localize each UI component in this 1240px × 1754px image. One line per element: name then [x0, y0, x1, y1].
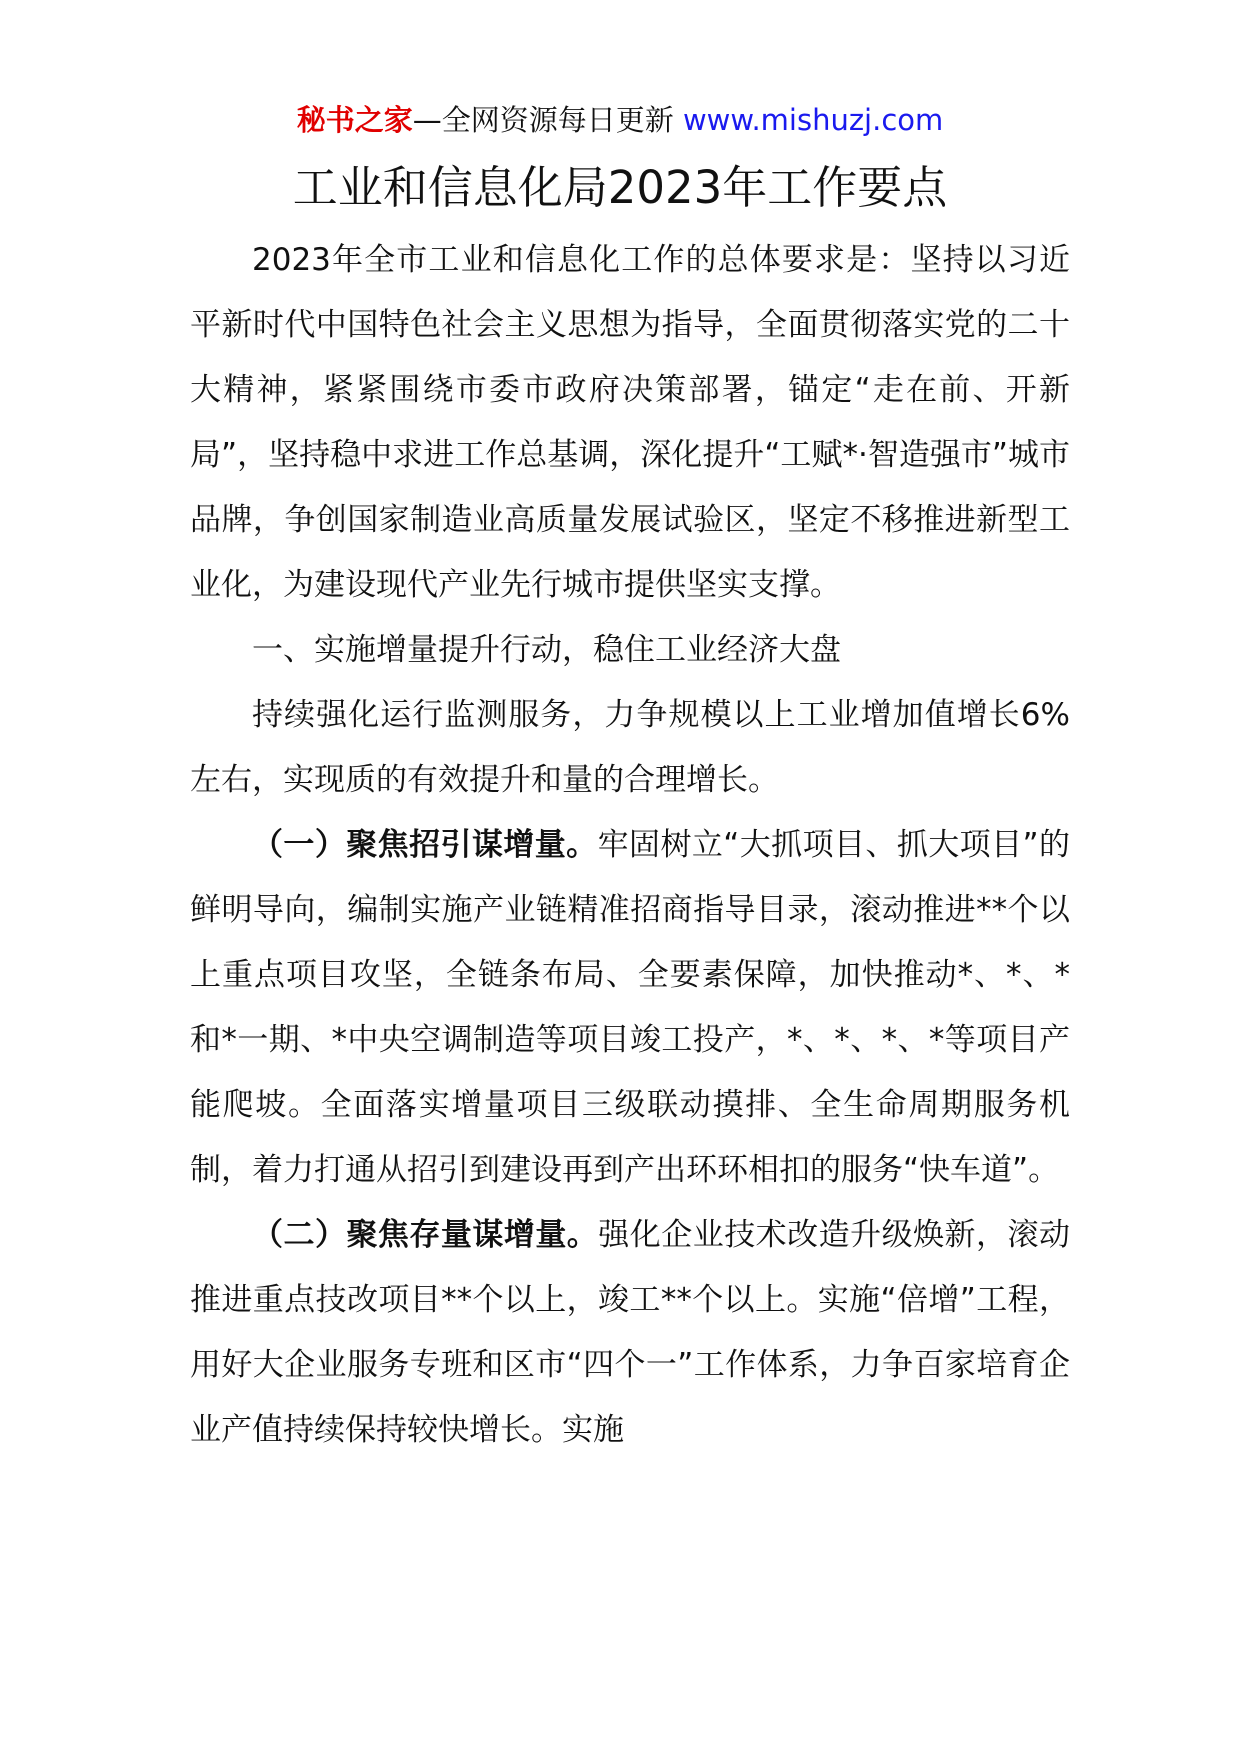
document-body [190, 228, 1070, 1463]
list-item [190, 1203, 1070, 1463]
site-slogan: —全网资源每日更新 [412, 103, 683, 137]
site-header [0, 100, 1240, 140]
item-text: 牢固树立“大抓项目、抓大项目”的鲜明导向，编制实施产业链精准招商指导目录，滚动推进**个以上重点项目攻坚，全链条布局、全要素保障，加快推动*、*、*和*一期、*中央空调制造等项目竣工投产，*、*、*、*等项目产能爬坡。全面落实增量项目三级联动摸排、全生命周期服务机制，着力打通从招引到建设再到产出环环相扣的服务“快车道”。 [190, 827, 1071, 1188]
intro-paragraph: 2023年全市工业和信息化工作的总体要求是：坚持以习近平新时代中国特色社会主义思想为指导，全面贯彻落实党的二十大精神，紧紧围绕市委市政府决策部署，锚定“走在前、开新局”，坚持稳中求进工作总基调，深化提升“工赋*·智造强市”城市品牌，争创国家制造业高质量发展试验区，坚定不移推进新型工业化，为建设现代产业先行城市提供坚实支撑。 [190, 242, 1070, 603]
document-title: 工业和信息化局2023年工作要点 [292, 161, 948, 214]
item-text: 强化企业技术改造升级焕新，滚动推进重点技改项目**个以上，竣工**个以上。实施“倍增”工程，用好大企业服务专班和区市“四个一”工作体系，力争百家培育企业产值持续保持较快增长。实施 [190, 1217, 1070, 1448]
section-heading: 一、实施增量提升行动，稳住工业经济大盘 [252, 632, 841, 668]
site-url-link[interactable]: www.mishuzj.com [682, 103, 944, 137]
list-item [190, 813, 1070, 1203]
site-brand: 秘书之家 [296, 103, 413, 137]
item-lead: （二）聚焦存量谋增量。 [252, 1217, 599, 1253]
section-summary: 持续强化运行监测服务，力争规模以上工业增加值增长6%左右，实现质的有效提升和量的合理增长。 [190, 697, 1070, 798]
item-lead: （一）聚焦招引谋增量。 [252, 827, 598, 863]
